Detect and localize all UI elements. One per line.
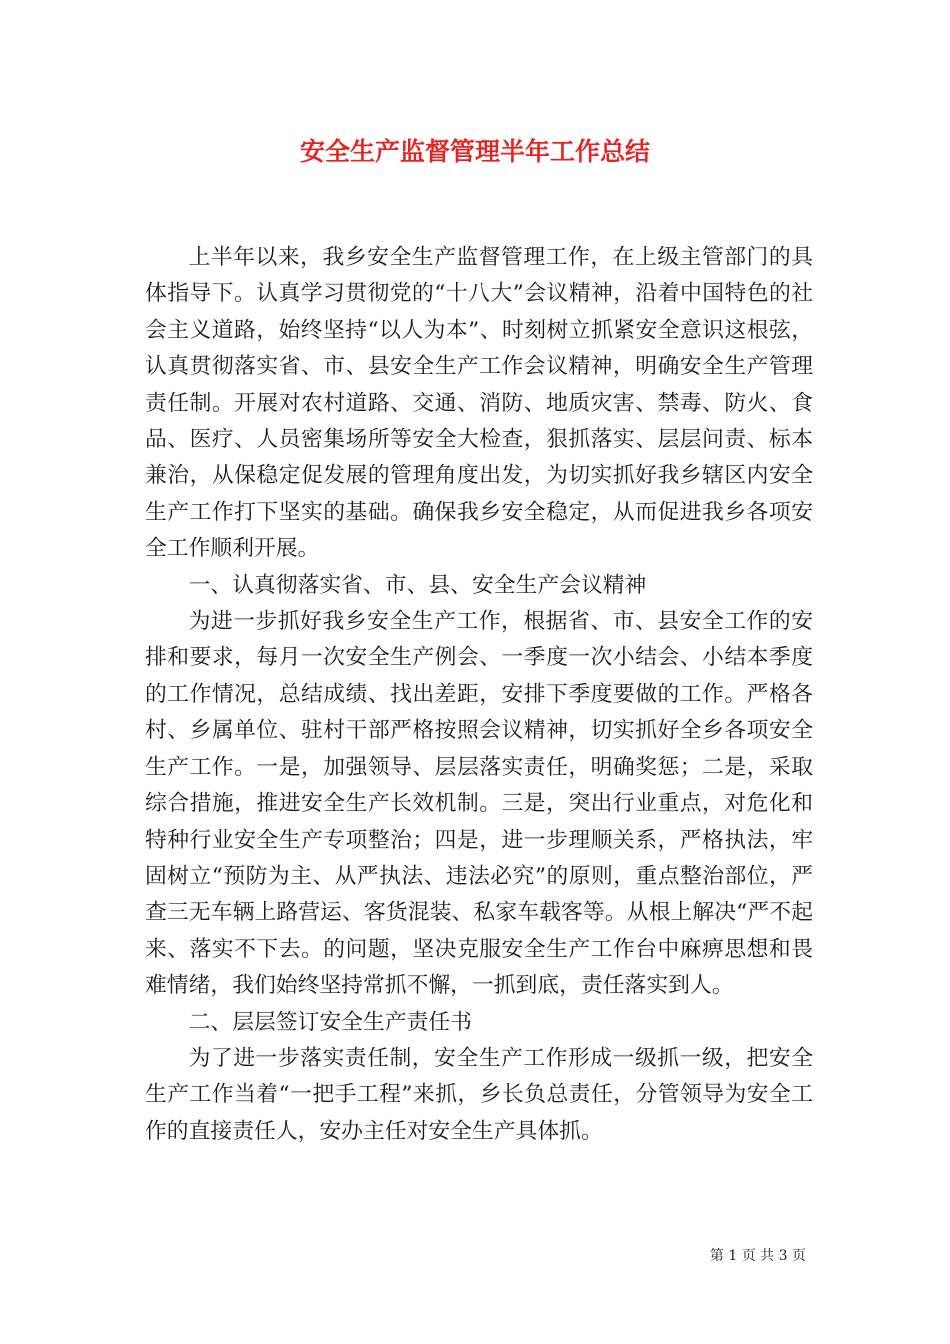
page-number: 第 1 页 共 3 页	[709, 1248, 806, 1264]
paragraph-intro: 上半年以来，我乡安全生产监督管理工作，在上级主管部门的具体指导下。认真学习贯彻党的“十八大”会议精神，沿着中国特色的社会主义道路，始终坚持“以人为本”、时刻树立抓紧安全意识这根弦，认真贯彻落实省、市、县安全生产工作会议精神，明确安全生产管理责任制。开展对农村道路、交通、消防、地质灾害、禁毒、防火、食品、医疗、人员密集场所等安全大检查，狠抓落实、层层问责、标本兼治，从保稳定促发展的管理角度出发，为切实抓好我乡辖区内安全生产工作打下坚实的基础。确保我乡安全稳定，从而促进我乡各项安全工作顺利开展。	[145, 245, 813, 562]
paragraph-section-1: 为进一步抓好我乡安全生产工作，根据省、市、县安全工作的安排和要求，每月一次安全生产例会、一季度一次小结会、小结本季度的工作情况，总结成绩、找出差距，安排下季度要做的工作。严格各村、乡属单位、驻村干部严格按照会议精神，切实抓好全乡各项安全生产工作。一是，加强领导、层层落实责任，明确奖惩；二是，采取综合措施，推进安全生产长效机制。三是，突出行业重点，对危化和特种行业安全生产专项整治；四是，进一步理顺关系，严格执法，牢固树立“预防为主、从严执法、违法必究”的原则，重点整治部位，严查三无车辆上路营运、客货混装、私家车载客等。从根上解决“严不起来、落实不下去。的问题，坚决克服安全生产工作台中麻痹思想和畏难情绪，我们始终坚持常抓不懈，一抓到底，责任落实到人。	[145, 609, 813, 999]
paragraph-section-2: 为了进一步落实责任制，安全生产工作形成一级抓一级，把安全生产工作当着“一把手工程”来抓，乡长负总责任，分管领导为安全工作的直接责任人，安办主任对安全生产具体抓。	[145, 1045, 813, 1144]
document-title: 安全生产监督管理半年工作总结	[299, 137, 650, 166]
document-body	[145, 240, 813, 1150]
section-heading-1: 一、认真彻落实省、市、县、安全生产会议精神	[188, 572, 647, 598]
section-heading-2: 二、层层签订安全生产责任书	[188, 1009, 472, 1035]
